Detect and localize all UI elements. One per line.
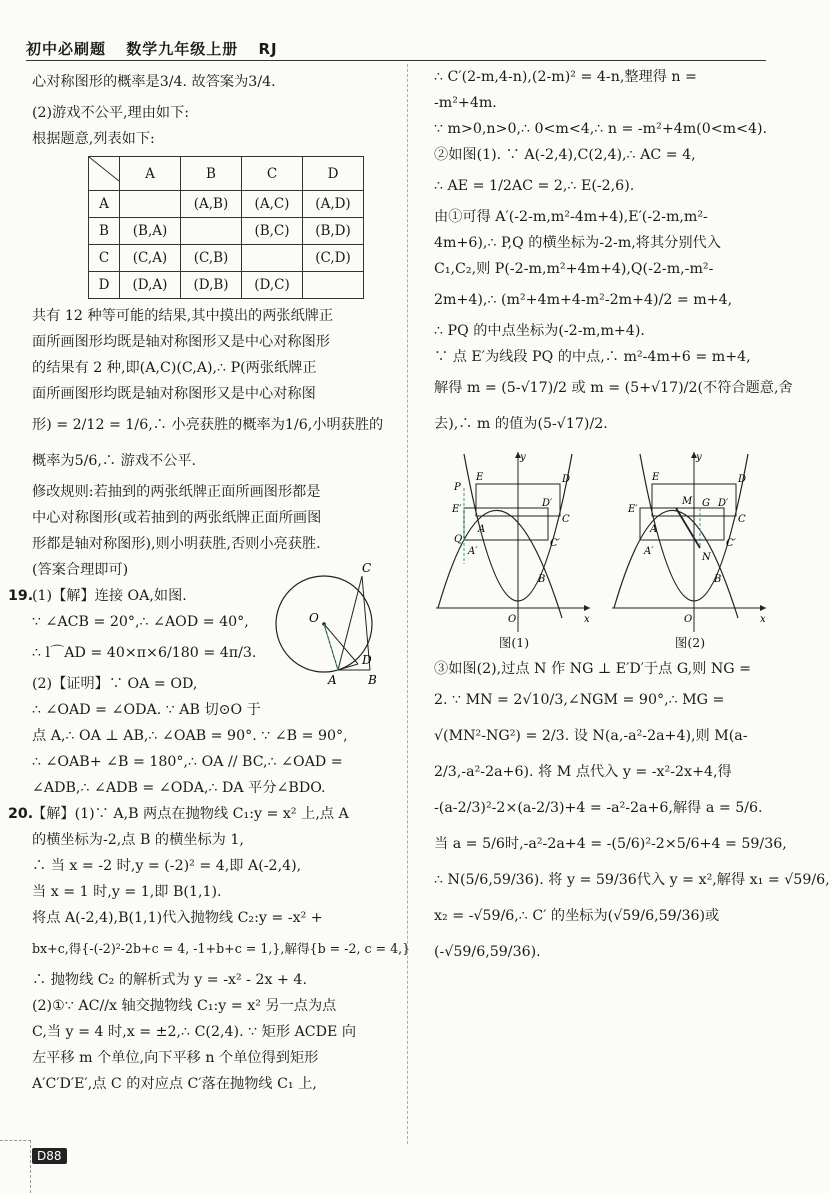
fig2-label-a: A (650, 524, 658, 535)
table-cell: (A,C) (242, 191, 303, 218)
text-line: C₁,C₂,则 P(-2-m,m²+4m+4),Q(-2-m,-m²- (434, 261, 714, 277)
text-line: ∵ m>0,n>0,∴ 0<m<4,∴ n = -m²+4m(0<m<4). (434, 121, 768, 137)
fig2-label-y: y (696, 452, 702, 463)
table-cell: (D,A) (120, 272, 181, 299)
fig1-label-d: D (562, 474, 571, 485)
header-rule (26, 60, 766, 61)
table-cell: (C,A) (120, 245, 181, 272)
table-cell (120, 191, 181, 218)
text-line: ③如图(2),过点 N 作 NG ⊥ E′D′于点 G,则 NG = (434, 661, 752, 677)
text-line: ∵ 点 E′为线段 PQ 的中点,∴ m²-4m+6 = m+4, (434, 349, 751, 365)
fig1-label-e: E (476, 472, 484, 483)
text-line: 修改规则:若抽到的两张纸牌正面所画图形都是 (32, 484, 321, 500)
table-cell: (A,D) (303, 191, 364, 218)
text-line: 的横坐标为-2,点 B 的横坐标为 1, (32, 832, 244, 848)
table-cell (242, 245, 303, 272)
column-divider (407, 64, 408, 1144)
fig1-label-p: P (454, 482, 461, 493)
fig1-label-b: B (538, 574, 546, 585)
fig1-label-d-prime: D′ (542, 498, 553, 509)
text-line: (2)①∵ AC//x 轴交抛物线 C₁:y = x² 另一点为点 (32, 998, 337, 1014)
fig2-label-d: D (738, 474, 747, 485)
text-line: ∠ADB,∴ ∠ADB = ∠ODA,∴ DA 平分∠BDO. (32, 780, 326, 796)
table-row (89, 191, 364, 218)
right-column (434, 64, 830, 970)
text-line: √(MN²-NG²) = 2/3. 设 N(a,-a²-2a+4),则 M(a- (434, 728, 748, 744)
fig2-label-d-prime: D′ (718, 498, 729, 509)
text-line: ∴ N(5/6,59/36). 将 y = 59/36代入 y = x²,解得 x₁ = √59/6, (434, 872, 830, 888)
text-line: 4m+6),∴ P,Q 的横坐标为-2-m,将其分别代入 (434, 235, 721, 251)
text-line: 解得 m = (5-√17)/2 或 m = (5+√17)/2(不符合题意,舍 (434, 380, 793, 396)
text-line: 形都是轴对称图形),则小明获胜,否则小亮获胜. (32, 536, 321, 552)
text-line: 共有 12 种等可能的结果,其中摸出的两张纸牌正 (32, 308, 334, 324)
text-line: ∴ AE = 1/2AC = 2,∴ E(-2,6). (434, 178, 635, 194)
text-line: 左平移 m 个单位,向下平移 n 个单位得到矩形 (32, 1050, 319, 1066)
text-line: 点 A,∴ OA ⊥ AB,∴ ∠OAB = 90°. ∵ ∠B = 90°, (32, 728, 348, 744)
table-cell (181, 218, 242, 245)
question-number: 19. (8, 588, 34, 604)
text-line: bx+c,得{-(-2)²-2b+c = 4, -1+b+c = 1,},解得{b = -2, c = 4,} (32, 941, 411, 956)
table-header-cell: C (242, 157, 303, 191)
text-line: 面所画图形均既是轴对称图形又是中心对称图 (32, 386, 316, 402)
table-header-cell: B (181, 157, 242, 191)
fig1-label-y: y (520, 452, 526, 463)
fig2-label-a-prime: A′ (644, 546, 654, 557)
table-cell: (D,B) (181, 272, 242, 299)
fig1-label-x: x (584, 614, 590, 625)
text-line: 根据题意,列表如下: (32, 131, 155, 147)
fig2-label-n: N (702, 552, 711, 563)
fig2-label-e: E (652, 472, 660, 483)
text-line: 概率为5/6,∴ 游戏不公平. (32, 453, 197, 469)
table-cell: B (89, 218, 120, 245)
corner-diagonal (89, 157, 119, 181)
table-row (89, 218, 364, 245)
fig2-label-b: B (714, 574, 722, 585)
table-cell (303, 272, 364, 299)
table-row (89, 245, 364, 272)
text-line: 【解】(1)∵ A,B 两点在抛物线 C₁:y = x² 上,点 A (32, 806, 349, 822)
text-line: x₂ = -√59/6,∴ C′ 的坐标为(√59/6,59/36)或 (434, 908, 720, 924)
fig1-label-a-prime: A′ (468, 546, 478, 557)
text-line: A′C′D′E′,点 C 的对应点 C′落在抛物线 C₁ 上, (32, 1076, 317, 1092)
text-line: ∴ ∠OAB+ ∠B = 180°,∴ OA // BC,∴ ∠OAD = (32, 754, 343, 770)
text-line: 由①可得 A′(-2-m,m²-4m+4),E′(-2-m,m²- (434, 209, 708, 225)
text-line: 2m+4),∴ (m²+4m+4-m²-2m+4)/2 = m+4, (434, 292, 733, 308)
text-line: (2)游戏不公平,理由如下: (32, 105, 190, 121)
fig1-label-e-prime: E′ (452, 504, 462, 515)
table-header-row (89, 157, 364, 191)
page-number: D88 (32, 1148, 67, 1164)
fig1-label-o: O (508, 614, 517, 625)
table-cell: (A,B) (181, 191, 242, 218)
table-cell: C (89, 245, 120, 272)
text-line: 2. ∵ MN = 2√10/3,∠NGM = 90°,∴ MG = (434, 692, 725, 708)
fig2-label-g: G (702, 498, 710, 509)
text-line: 当 a = 5/6时,-a²-2a+4 = -(5/6)²-2×5/6+4 = 59/36, (434, 836, 787, 852)
page-header (26, 38, 292, 59)
subject-title: 数学九年级上册 (126, 40, 239, 58)
text-line: (-√59/6,59/36). (434, 944, 541, 960)
figure-2 (610, 448, 770, 652)
text-line: -m²+4m. (434, 95, 497, 111)
text-line: ∴ 抛物线 C₂ 的解析式为 y = -x² - 2x + 4. (32, 972, 307, 988)
text-line: (答案合理即可) (32, 562, 129, 578)
circle-figure (262, 552, 392, 692)
question-20-line (8, 801, 384, 827)
figure-2-graph (610, 448, 770, 634)
text-line: 面所画图形均既是轴对称图形又是中心对称图形 (32, 334, 330, 350)
text-line: ②如图(1). ∵ A(-2,4),C(2,4),∴ AC = 4, (434, 147, 696, 163)
table-header-cell: A (120, 157, 181, 191)
table-cell: A (89, 191, 120, 218)
fig2-label-o: O (684, 614, 693, 625)
text-line: 的结果有 2 种,即(A,C)(C,A),∴ P(两张纸牌正 (32, 360, 317, 376)
fig1-label-c-prime: C′ (550, 538, 560, 549)
figure-1-caption: 图(1) (498, 635, 530, 650)
table-row (89, 272, 364, 299)
text-line: 去),∴ m 的值为(5-√17)/2. (434, 416, 608, 432)
figure-2-caption: 图(2) (674, 635, 706, 650)
circle-diagram (262, 552, 392, 696)
text-line: (2)【证明】∵ OA = OD, (32, 676, 198, 692)
label-o: O (309, 611, 319, 625)
table-corner (89, 157, 120, 191)
text-line: ∴ PQ 的中点坐标为(-2-m,m+4). (434, 323, 645, 339)
text-line: 形) = 2/12 = 1/6,∴ 小亮获胜的概率为1/6,小明获胜的 (32, 417, 384, 433)
page-corner-mark (0, 1140, 31, 1193)
figure-1-graph (434, 448, 594, 634)
label-a: A (328, 673, 337, 687)
text-line: 将点 A(-2,4),B(1,1)代入抛物线 C₂:y = -x² + (32, 910, 323, 926)
fig1-label-q: Q (454, 534, 463, 545)
series-title: 初中必刷题 (26, 40, 107, 58)
table-cell: D (89, 272, 120, 299)
fig2-label-e-prime: E′ (628, 504, 638, 515)
fig2-label-x: x (760, 614, 766, 625)
fig2-label-c: C (738, 514, 746, 525)
table-cell: (B,C) (242, 218, 303, 245)
text-line: (1)【解】连接 OA,如图. (32, 588, 187, 604)
text-line: 中心对称图形(或若抽到的两张纸牌正面所画图 (32, 510, 322, 526)
text-line: 2/3,-a²-2a+6). 将 M 点代入 y = -x²-2x+4,得 (434, 764, 732, 780)
text-line: -(a-2/3)²-2×(a-2/3)+4 = -a²-2a+6,解得 a = 5/6. (434, 800, 763, 816)
fig2-label-c-prime: C′ (726, 538, 736, 549)
table-cell: (C,B) (181, 245, 242, 272)
probability-table (88, 156, 364, 299)
table-cell: (B,D) (303, 218, 364, 245)
text-line: 心对称图形的概率是3/4. 故答案为3/4. (32, 74, 276, 90)
text-line: ∴ C′(2-m,4-n),(2-m)² = 4-n,整理得 n = (434, 69, 697, 85)
table-cell: (B,A) (120, 218, 181, 245)
text-line: C,当 y = 4 时,x = ±2,∴ C(2,4). ∵ 矩形 ACDE 向 (32, 1024, 357, 1040)
text-line: ∵ ∠ACB = 20°,∴ ∠AOD = 40°, (32, 614, 249, 630)
fig2-label-m: M (682, 496, 693, 507)
question-number: 20. (8, 806, 34, 822)
table-cell: (D,C) (242, 272, 303, 299)
table-cell: (C,D) (303, 245, 364, 272)
edition-label: RJ (258, 40, 278, 58)
label-d: D (362, 653, 372, 667)
text-line: ∴ 当 x = -2 时,y = (-2)² = 4,即 A(-2,4), (32, 858, 302, 874)
table-header-cell: D (303, 157, 364, 191)
figure-1 (434, 448, 594, 652)
fig1-label-a: A (478, 524, 486, 535)
text-line: 当 x = 1 时,y = 1,即 B(1,1). (32, 884, 222, 900)
label-c: C (362, 561, 372, 575)
label-b: B (368, 673, 377, 687)
figures-row (434, 448, 769, 654)
text-line: ∴ l⌒AD = 40×π×6/180 = 4π/3. (32, 645, 257, 661)
text-line: ∴ ∠OAD = ∠ODA. ∵ AB 切⊙O 于 (32, 702, 261, 718)
fig1-label-c: C (562, 514, 570, 525)
